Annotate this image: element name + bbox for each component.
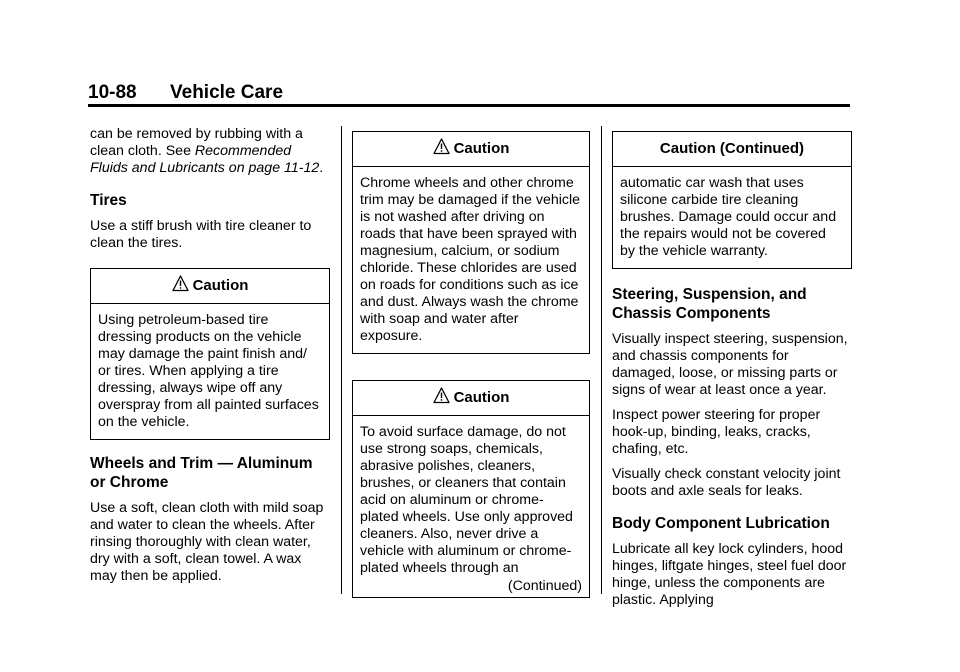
steering-paragraph-1: Visually inspect steering, suspension, and chassis components for damaged, loose, or missing parts or signs of wear at least once a year.: [612, 331, 848, 398]
column-1: [90, 126, 330, 593]
steering-paragraph-3: Visually check constant velocity joint boots and axle seals for leaks.: [612, 466, 841, 499]
steering-heading: Steering, Suspension, and Chassis Components: [612, 286, 807, 322]
header-rule: [88, 104, 850, 107]
caution-continued-header: Caution (Continued): [613, 132, 851, 167]
caution-text: Chrome wheels and other chrome trim may be damaged if the vehicle is not washed after driving on roads that have been sprayed with magnesium, calcium, or sodium chloride. These chlorides are used on roads for conditions such as ice and dust. Always wash the chrome with soap and water after exposure.: [360, 175, 581, 344]
caution-text: Using petroleum-based tire dressing products on the vehicle may damage the paint finish and/ or tires. When applying a tire dressing, always wipe off any overspray from all painted surfaces on the vehicle.: [98, 312, 319, 430]
wheels-heading: Wheels and Trim — Aluminum or Chrome: [90, 455, 313, 491]
caution-box-tires: [90, 268, 330, 440]
caution-text: To avoid surface damage, do not use strong soaps, chemicals, abrasive polishes, cleaners, brushes, or cleaners that contain acid on aluminum or chrome-plated wheels. Use only approved cleaners. Also, never drive a vehicle with aluminum or chrome-plated wheels through an (Continued): [360, 424, 582, 594]
section-title: Vehicle Care: [170, 82, 284, 103]
tires-heading: Tires: [90, 192, 127, 209]
tires-paragraph: Use a stiff brush with tire cleaner to clean the tires.: [90, 218, 312, 251]
column-divider: [601, 126, 602, 594]
caution-icon: [433, 138, 450, 155]
body-lubrication-paragraph: Lubricate all key lock cylinders, hood hinges, liftgate hinges, steel fuel door hinge, unless the components are plastic. Applying: [612, 541, 847, 608]
body-lubrication-heading: Body Component Lubrication: [612, 515, 830, 532]
continued-label: (Continued): [507, 578, 582, 594]
cross-reference-link[interactable]: Recommended Fluids and Lubricants on page 11-12: [90, 143, 320, 176]
column-2: [352, 131, 590, 610]
caution-header: Caution: [91, 269, 329, 304]
caution-header: Caution: [353, 132, 589, 167]
caution-icon: [433, 387, 450, 404]
column-3: [612, 131, 852, 617]
wheels-paragraph: Use a soft, clean cloth with mild soap and water to clean the wheels. After rinsing thoroughly with clean water, dry with a soft, clean towel. A wax may then be applied.: [90, 500, 324, 584]
caution-header: Caution: [353, 381, 589, 416]
page-number: 10-88: [88, 82, 137, 103]
caution-box-continued: [612, 131, 852, 269]
caution-box-chrome: [352, 131, 590, 354]
caution-text: automatic car wash that uses silicone carbide tire cleaning brushes. Damage could occur and the repairs would not be covered by the vehicle warranty.: [620, 175, 837, 259]
intro-paragraph: can be removed by rubbing with a clean cloth. See Recommended Fluids and Lubricants on page 11-12.: [90, 126, 324, 176]
column-divider: [341, 126, 342, 594]
steering-paragraph-2: Inspect power steering for proper hook-up, binding, leaks, cracks, chafing, etc.: [612, 407, 821, 457]
page-header: [88, 82, 283, 104]
caution-icon: [172, 275, 189, 292]
caution-box-surface: [352, 380, 590, 598]
